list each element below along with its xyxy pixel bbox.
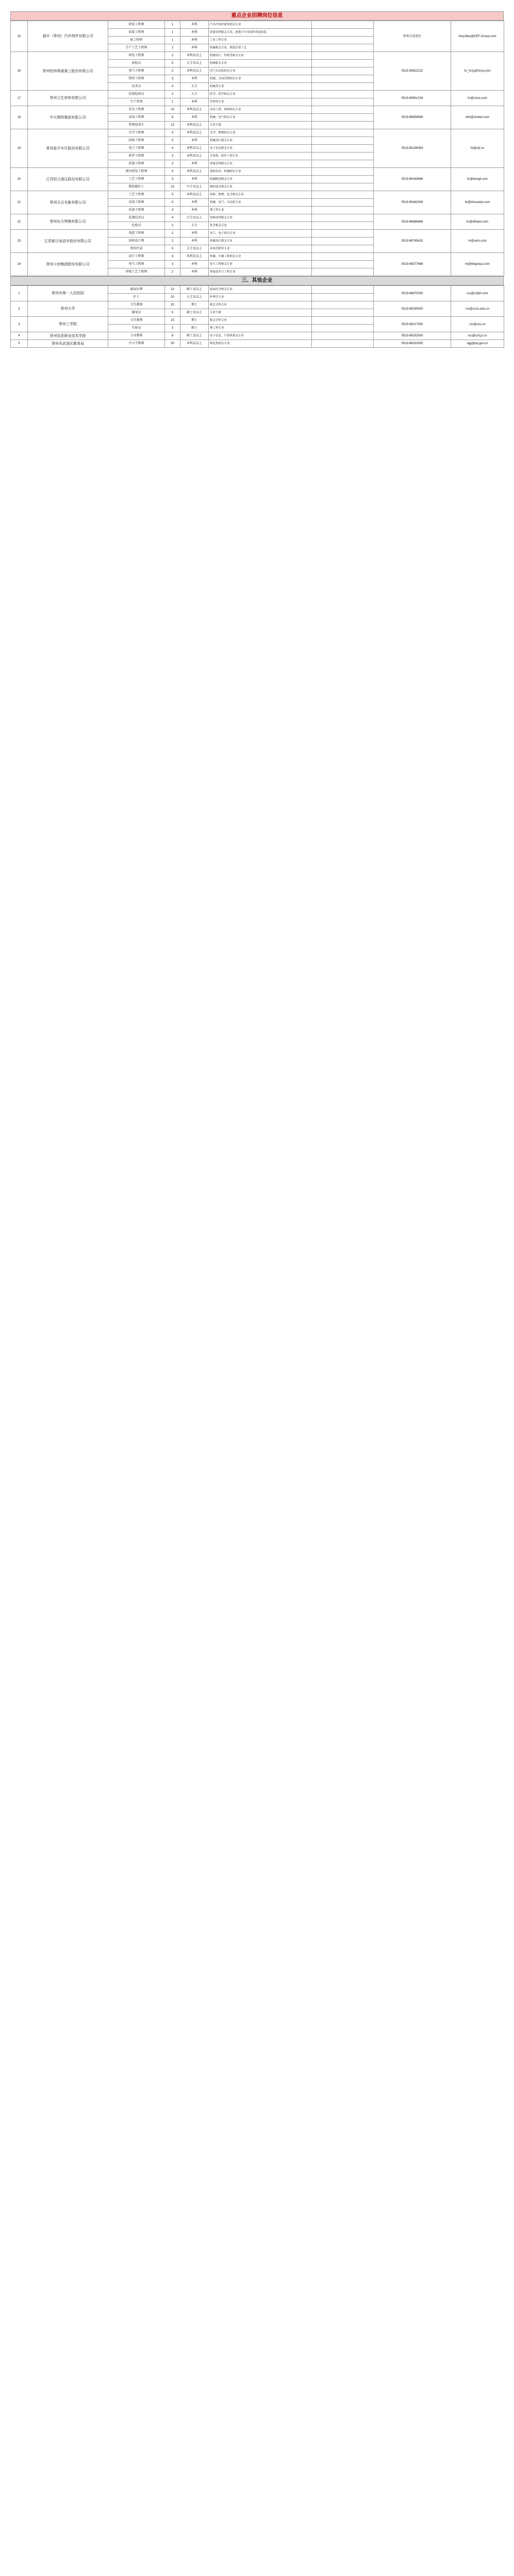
table-row [11, 214, 504, 222]
job-count: 2 [165, 238, 180, 245]
education-requirement: 本科及以上 [180, 253, 209, 261]
row-number: 15 [11, 21, 28, 52]
email-address[interactable]: Amy.Bao@KEF-Group.com [451, 21, 504, 52]
salary-cell [312, 21, 374, 29]
contact-info: 0519-89822222 [374, 52, 451, 91]
education-requirement: 本科 [180, 176, 209, 183]
company-name: 常州天合光能有限公司 [28, 191, 108, 214]
contact-info: 0519-86310000 [374, 340, 451, 348]
education-requirement: 本科 [180, 261, 209, 268]
row-number: 5 [11, 340, 28, 348]
email-address[interactable]: hr@dfsteel.com [451, 214, 504, 230]
job-requirement: 机械类专业 [209, 83, 312, 91]
company-name: 常州工学院 [28, 317, 108, 332]
email-address[interactable]: hr@ktkgroup.com [451, 253, 504, 276]
email-address[interactable]: hr@czws.com [451, 91, 504, 106]
salary-cell [312, 106, 374, 114]
education-requirement: 本科 [180, 114, 209, 122]
table-row [11, 332, 504, 340]
job-count: 3 [165, 325, 180, 332]
email-address[interactable]: rsc@ccit.js.cn [451, 332, 504, 340]
job-count: 3 [165, 75, 180, 83]
table-row [11, 230, 504, 238]
education-requirement: 中专及以上 [180, 183, 209, 191]
salary-cell [312, 286, 374, 294]
job-title: 专任教师 [108, 317, 165, 325]
job-title: 质量工程师 [108, 29, 165, 37]
job-title: 护士 [108, 294, 165, 301]
salary-cell [312, 152, 374, 160]
education-requirement: 本科 [180, 137, 209, 145]
job-count: 10 [165, 122, 180, 129]
email-address[interactable]: hr@xinri.com [451, 230, 504, 253]
salary-cell [312, 294, 374, 301]
salary-cell [312, 191, 374, 199]
job-title: 设备工程师 [108, 114, 165, 122]
company-name: 江苏恒立液压股份有限公司 [28, 168, 108, 191]
job-count: 5 [165, 191, 180, 199]
job-title: 数控操作工 [108, 183, 165, 191]
education-requirement: 大专及以上 [180, 294, 209, 301]
salary-cell [312, 317, 374, 325]
job-count: 5 [165, 60, 180, 67]
contact-info: 常州市武进区 [374, 21, 451, 52]
job-title: 结构设计师 [108, 238, 165, 245]
job-title: 轧钢技术员 [108, 214, 165, 222]
job-requirement: 市场营销等专业 [209, 245, 312, 253]
table-row [11, 52, 504, 60]
company-name: 常州市第一人民医院 [28, 286, 108, 301]
job-count: 30 [165, 340, 180, 348]
job-title: 工艺工程师 [108, 191, 165, 199]
education-requirement: 本科 [180, 29, 209, 37]
salary-cell [312, 214, 374, 222]
education-requirement: 本科 [180, 75, 209, 83]
contact-info: 0519-88377688 [374, 253, 451, 276]
job-requirement: 材料、物理、化学相关专业 [209, 191, 312, 199]
job-requirement: 机械、电气相关专业 [209, 114, 312, 122]
email-address[interactable]: rsc@czu.cn [451, 317, 504, 332]
job-count: 20 [165, 294, 180, 301]
table-row [11, 91, 504, 98]
job-requirement: 机械相关专业，熟悉注塑工艺 [209, 44, 312, 52]
contact-info: 0519-85156063 [374, 129, 451, 168]
job-title: 辅导员 [108, 309, 165, 317]
salary-cell [312, 261, 374, 268]
education-requirement: 大专及以上 [180, 214, 209, 222]
education-requirement: 本科及以上 [180, 106, 209, 114]
education-requirement: 硕士及以上 [180, 332, 209, 340]
company-name: 福丰（常州）汽车饰件有限公司 [28, 21, 108, 52]
job-requirement: 焊接技术与工程专业 [209, 268, 312, 276]
education-requirement: 硕士及以上 [180, 286, 209, 294]
table-row [11, 191, 504, 199]
table-row [11, 286, 504, 294]
contact-info: 0519-85217000 [374, 317, 451, 332]
salary-cell [312, 168, 374, 176]
job-title: 化验员 [108, 222, 165, 230]
email-address[interactable]: wjjy@wj.gov.cn [451, 340, 504, 348]
company-name: 中天钢铁集团有限公司 [28, 106, 108, 129]
job-count: 15 [165, 317, 180, 325]
job-title: 电子工程师 [108, 145, 165, 152]
row-number: 18 [11, 106, 28, 129]
salary-cell [312, 160, 374, 168]
email-address[interactable]: hr@xyl.cn [451, 129, 504, 168]
company-name: 常州今创集团股份有限公司 [28, 253, 108, 276]
recruitment-table-2 [10, 285, 504, 348]
salary-cell [312, 253, 374, 261]
contact-info: 0519-86332000 [374, 332, 451, 340]
job-requirement: 冶金工程、材料相关专业 [209, 106, 312, 114]
job-requirement: 电子信息相关专业 [209, 145, 312, 152]
table-row [11, 129, 504, 137]
education-requirement: 硕士及以上 [180, 309, 209, 317]
job-count: 2 [165, 67, 180, 75]
job-title: 研发工程师 [108, 52, 165, 60]
job-requirement: 管理类专业 [209, 98, 312, 106]
job-count: 2 [165, 230, 180, 238]
salary-cell [312, 238, 374, 245]
education-requirement: 本科及以上 [180, 67, 209, 75]
company-name: 常州恒锌禹晟重工股份有限公司 [28, 52, 108, 91]
job-title: 质量工程师 [108, 160, 165, 168]
job-requirement: 工业工程专业 [209, 37, 312, 44]
job-requirement: 相关学科专业 [209, 317, 312, 325]
salary-cell [312, 37, 374, 44]
company-name: 常州市武进区教育局 [28, 340, 108, 348]
job-count: 3 [165, 152, 180, 160]
job-count: 8 [165, 114, 180, 122]
education-requirement: 本科 [180, 37, 209, 44]
job-title: 结构工程师 [108, 137, 165, 145]
contact-info: 0519-86330000 [374, 301, 451, 317]
job-requirement: 护理学专业 [209, 294, 312, 301]
email-address[interactable]: hr_hrzy@hzsy.com [451, 52, 504, 91]
job-requirement: 质量管理相关专业，熟悉汽车零部件质量体系 [209, 29, 312, 37]
job-count: 3 [165, 176, 180, 183]
education-requirement: 大专及以上 [180, 60, 209, 67]
job-count: 4 [165, 145, 180, 152]
education-requirement: 本科 [180, 199, 209, 207]
education-requirement: 大专 [180, 91, 209, 98]
job-title: 技术员 [108, 83, 165, 91]
job-count: 10 [165, 106, 180, 114]
job-requirement: 电气工程相关专业 [209, 261, 312, 268]
job-requirement: 理工科专业 [209, 325, 312, 332]
table-row [11, 301, 504, 309]
email-address[interactable]: zthr@ztsteel.com [451, 106, 504, 129]
education-requirement: 本科 [180, 230, 209, 238]
job-requirement: 光学、物理相关专业 [209, 129, 312, 137]
job-requirement: 机械设计、焊接等相关专业 [209, 52, 312, 60]
job-title: 光学工程师 [108, 129, 165, 137]
job-count: 5 [165, 309, 180, 317]
row-number: 3 [11, 317, 28, 332]
salary-cell [312, 98, 374, 106]
salary-cell [312, 122, 374, 129]
recruitment-table-1 [10, 21, 504, 276]
contact-info: 0519-85482008 [374, 191, 451, 214]
job-title: 质量检验员 [108, 91, 165, 98]
salary-cell [312, 60, 374, 67]
education-requirement: 博士 [180, 301, 209, 309]
row-number: 23 [11, 230, 28, 253]
job-count: 1 [165, 37, 180, 44]
education-requirement: 本科 [180, 268, 209, 276]
section-header-gray: 三、其他企业 [10, 276, 504, 285]
table-row [11, 21, 504, 29]
salary-cell [312, 145, 374, 152]
salary-cell [312, 129, 374, 137]
table-row [11, 317, 504, 325]
salary-cell [312, 29, 374, 37]
education-requirement: 大专 [180, 83, 209, 91]
education-requirement: 本科 [180, 44, 209, 52]
job-requirement: 机械、市场营销相关专业 [209, 75, 312, 83]
job-requirement: 电子信息、计算机相关专业 [209, 332, 312, 340]
job-count: 2 [165, 222, 180, 230]
job-requirement: 医学、药学相关专业 [209, 91, 312, 98]
education-requirement: 本科及以上 [180, 191, 209, 199]
row-number: 16 [11, 52, 28, 91]
job-requirement: 师范类相关专业 [209, 340, 312, 348]
education-requirement: 硕士 [180, 325, 209, 332]
education-requirement: 大专 [180, 222, 209, 230]
job-requirement: 电气、电子相关专业 [209, 230, 312, 238]
salary-cell [312, 325, 374, 332]
salary-cell [312, 340, 374, 348]
salary-cell [312, 83, 374, 91]
job-title: 质检员 [108, 60, 165, 67]
job-requirement: 机械设计相关专业 [209, 238, 312, 245]
table-row [11, 106, 504, 114]
job-count: 2 [165, 268, 180, 276]
education-requirement: 本科 [180, 21, 209, 29]
salary-cell [312, 268, 374, 276]
salary-cell [312, 91, 374, 98]
row-number: 22 [11, 214, 28, 230]
contact-info: 0519-68870000 [374, 286, 451, 301]
job-count: 8 [165, 332, 180, 340]
job-title: 工艺工程师 [108, 176, 165, 183]
job-requirement: 机械、电气、自动化专业 [209, 199, 312, 207]
row-number: 19 [11, 129, 28, 168]
row-number: 17 [11, 91, 28, 106]
job-requirement: 流体传动、机械相关专业 [209, 168, 312, 176]
job-count: 2 [165, 44, 180, 52]
job-count: 10 [165, 183, 180, 191]
job-count: 6 [165, 253, 180, 261]
job-count: 5 [165, 199, 180, 207]
education-requirement: 本科及以上 [180, 340, 209, 348]
job-title: 液压研发工程师 [108, 168, 165, 176]
salary-cell [312, 52, 374, 60]
job-requirement: 数控技术相关专业 [209, 183, 312, 191]
education-requirement: 大专及以上 [180, 245, 209, 253]
salary-cell [312, 137, 374, 145]
job-title: 临床医师 [108, 286, 165, 294]
company-name: 常州卫生材料有限公司 [28, 91, 108, 106]
job-title: 电气工程师 [108, 261, 165, 268]
table-row [11, 340, 504, 348]
job-title: 销售代表 [108, 245, 165, 253]
job-requirement: 电气自动化相关专业 [209, 67, 312, 75]
email-address[interactable]: rsc@cczu.edu.cn [451, 301, 504, 317]
job-count: 10 [165, 286, 180, 294]
job-title: 冶金工程师 [108, 106, 165, 114]
job-requirement: 化学相关专业 [209, 222, 312, 230]
education-requirement: 本科及以上 [180, 122, 209, 129]
job-count: 2 [165, 91, 180, 98]
salary-cell [312, 183, 374, 191]
job-count: 1 [165, 21, 180, 29]
row-number: 2 [11, 301, 28, 317]
section-header-red: 重点企业招聘岗位信息 [10, 11, 504, 21]
job-count: 5 [165, 245, 180, 253]
job-requirement: 专业不限 [209, 309, 312, 317]
job-count: 4 [165, 83, 180, 91]
education-requirement: 本科 [180, 160, 209, 168]
job-requirement: 质量管理相关专业 [209, 160, 312, 168]
job-requirement: 汽车内饰件研发相关专业 [209, 21, 312, 29]
job-requirement: 材料成型相关专业 [209, 214, 312, 222]
salary-cell [312, 309, 374, 317]
job-count: 5 [165, 137, 180, 145]
job-requirement: 机械相关专业 [209, 60, 312, 67]
job-title: 中小学教师 [108, 340, 165, 348]
job-title: 专业教师 [108, 332, 165, 340]
job-count: 2 [165, 52, 180, 60]
job-title: 专任教师 [108, 301, 165, 309]
table-row [11, 168, 504, 176]
email-address[interactable]: hr@hengli.com [451, 168, 504, 191]
job-count: 1 [165, 29, 180, 37]
email-address[interactable]: rsc@czfph.com [451, 286, 504, 301]
contact-info: 0519-86656666 [374, 106, 451, 129]
education-requirement: 博士 [180, 317, 209, 325]
email-address[interactable]: hr@trinasolar.com [451, 191, 504, 214]
education-requirement: 本科及以上 [180, 152, 209, 160]
row-number: 1 [11, 286, 28, 301]
job-requirement: 机械、车辆工程相关专业 [209, 253, 312, 261]
salary-cell [312, 67, 374, 75]
job-title: 焊接工艺工程师 [108, 268, 165, 276]
job-title: 电控工程师 [108, 230, 165, 238]
job-requirement: 计算机、软件工程专业 [209, 152, 312, 160]
salary-cell [312, 332, 374, 340]
job-title: 管理培训生 [108, 122, 165, 129]
job-title: 电气工程师 [108, 67, 165, 75]
salary-cell [312, 245, 374, 253]
job-title: 研发工程师 [108, 21, 165, 29]
job-requirement: 专业不限 [209, 122, 312, 129]
job-title: 生产管理 [108, 98, 165, 106]
row-number: 21 [11, 191, 28, 214]
job-count: 20 [165, 301, 180, 309]
table-row [11, 253, 504, 261]
recruitment-sheet [10, 11, 504, 348]
salary-cell [312, 44, 374, 52]
contact-info: 0519-88765432 [374, 230, 451, 253]
company-name: 常州大学 [28, 301, 108, 317]
job-requirement: 临床医学相关专业 [209, 286, 312, 294]
company-name: 常州信息职业技术学院 [28, 332, 108, 340]
salary-cell [312, 199, 374, 207]
job-requirement: 机械制造相关专业 [209, 176, 312, 183]
education-requirement: 本科 [180, 207, 209, 214]
row-number: 4 [11, 332, 28, 340]
salary-cell [312, 114, 374, 122]
company-name: 常州东方特钢有限公司 [28, 214, 108, 230]
job-title: 设备工程师 [108, 199, 165, 207]
education-requirement: 本科及以上 [180, 129, 209, 137]
salary-cell [312, 222, 374, 230]
row-number: 24 [11, 253, 28, 276]
job-requirement: 相关学科专业 [209, 301, 312, 309]
salary-cell [312, 301, 374, 309]
contact-info: 0519-88886666 [374, 214, 451, 230]
salary-cell [312, 207, 374, 214]
job-title: 销售工程师 [108, 75, 165, 83]
job-count: 4 [165, 214, 180, 222]
contact-info: 0519-86163666 [374, 168, 451, 191]
job-requirement: 理工科专业 [209, 207, 312, 214]
job-count: 3 [165, 261, 180, 268]
job-title: 生产工艺工程师 [108, 44, 165, 52]
company-name: 江苏新日电动车股份有限公司 [28, 230, 108, 253]
job-title: 设计工程师 [108, 253, 165, 261]
salary-cell [312, 230, 374, 238]
salary-cell [312, 176, 374, 183]
job-count: 3 [165, 160, 180, 168]
job-title: IE工程师 [108, 37, 165, 44]
education-requirement: 本科 [180, 238, 209, 245]
job-title: 实验员 [108, 325, 165, 332]
job-count: 5 [165, 168, 180, 176]
row-number: 20 [11, 168, 28, 191]
education-requirement: 本科及以上 [180, 52, 209, 60]
education-requirement: 本科 [180, 98, 209, 106]
job-title: 质量工程师 [108, 207, 165, 214]
company-name: 常州星宇车灯股份有限公司 [28, 129, 108, 168]
job-count: 3 [165, 129, 180, 137]
job-title: 软件工程师 [108, 152, 165, 160]
salary-cell [312, 75, 374, 83]
education-requirement: 本科及以上 [180, 145, 209, 152]
job-requirement: 机械设计相关专业 [209, 137, 312, 145]
contact-info: 0519-88901234 [374, 91, 451, 106]
job-count: 1 [165, 98, 180, 106]
education-requirement: 本科及以上 [180, 168, 209, 176]
job-count: 3 [165, 207, 180, 214]
